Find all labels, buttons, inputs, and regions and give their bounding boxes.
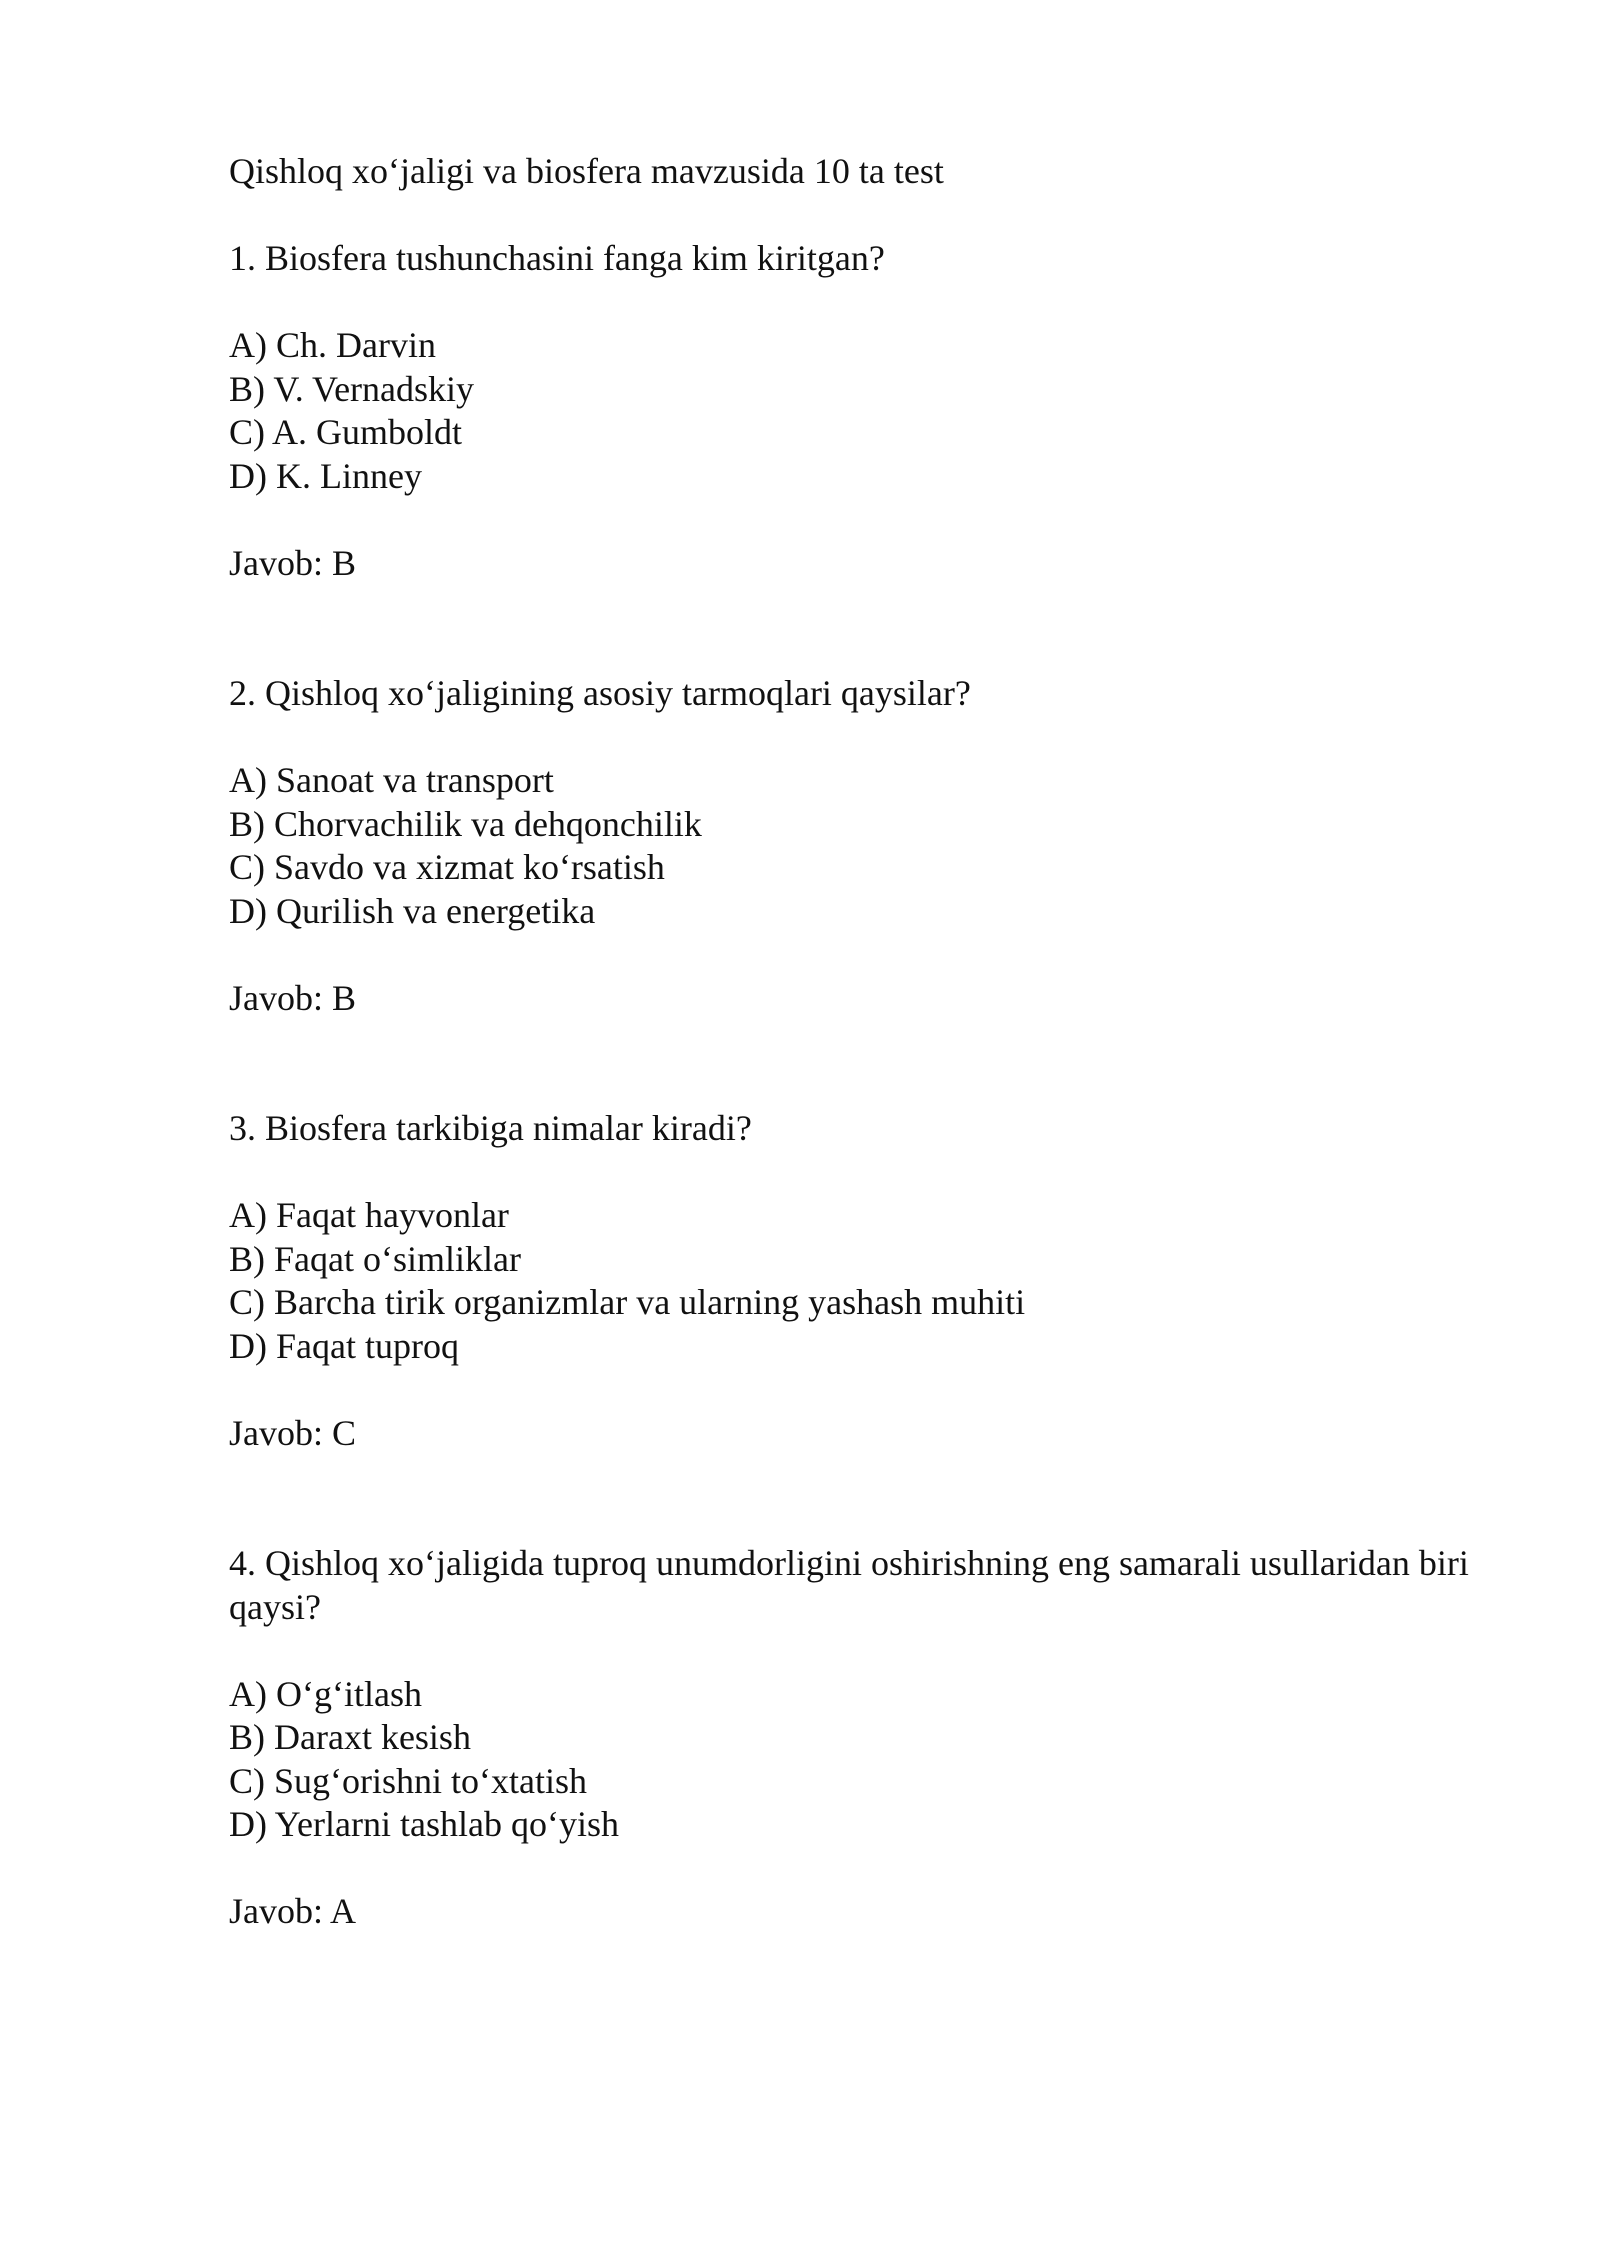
option-a: A) Ch. Darvin (229, 325, 436, 365)
question-2 (229, 672, 1479, 1020)
option-b: B) Faqat o‘simliklar (229, 1238, 521, 1279)
answer: Javob: A (229, 1891, 357, 1931)
option-d: D) K. Linney (229, 455, 422, 496)
option-b: B) V. Vernadskiy (229, 368, 475, 409)
question-4 (229, 1542, 1479, 1934)
option-b: B) Daraxt kesish (229, 1717, 471, 1757)
option-a: A) Faqat hayvonlar (229, 1195, 509, 1235)
option-c: C) Barcha tirik organizmlar va ularning yashash muhiti (229, 1282, 1026, 1322)
option-c: C) Sug‘orishni to‘xtatish (229, 1760, 587, 1801)
option-a: A) Sanoat va transport (229, 760, 554, 800)
option-c: C) A. Gumboldt (229, 412, 463, 452)
answer: Javob: B (229, 977, 357, 1018)
document-title: Qishloq xo‘jaligi va biosfera mavzusida 10 ta test (229, 151, 944, 191)
question-text: 1. Biosfera tushunchasini fanga kim kiritgan? (229, 238, 885, 278)
question-text: 4. Qishloq xo‘jaligida tuproq unumdorligini oshirishning eng samarali usullaridan biri qaysi? (229, 1543, 1478, 1627)
option-d: D) Yerlarni tashlab qo‘yish (229, 1804, 619, 1844)
question-text: 3. Biosfera tarkibiga nimalar kiradi? (229, 1108, 752, 1148)
question-1 (229, 237, 1479, 585)
answer: Javob: C (229, 1412, 357, 1453)
document-body (229, 150, 1479, 1934)
option-b: B) Chorvachilik va dehqonchilik (229, 803, 702, 844)
option-d: D) Faqat tuproq (229, 1325, 459, 1366)
question-text: 2. Qishloq xo‘jaligining asosiy tarmoqlari qaysilar? (229, 673, 971, 713)
question-3 (229, 1107, 1479, 1455)
option-d: D) Qurilish va energetika (229, 890, 596, 931)
option-c: C) Savdo va xizmat ko‘rsatish (229, 847, 665, 887)
answer: Javob: B (229, 542, 357, 583)
option-a: A) O‘g‘itlash (229, 1673, 422, 1714)
